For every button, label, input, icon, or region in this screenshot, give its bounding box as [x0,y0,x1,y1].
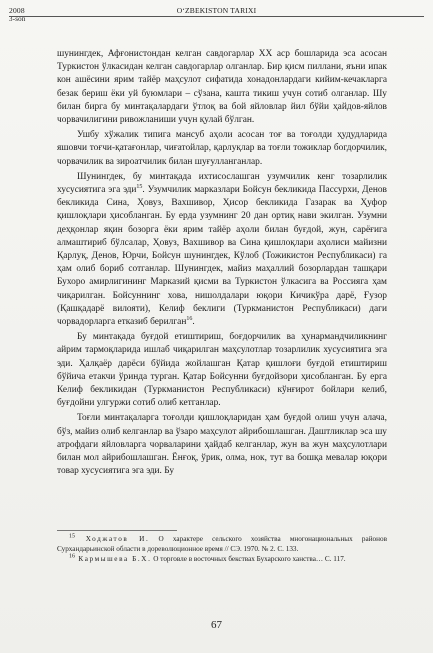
running-header [9,2,424,23]
header-rule [9,16,424,17]
paragraph-text: . [192,317,195,328]
paragraph-text: Шунингдек, бу минтақада ихтисослашган узумчилик кенг тозарлилик хусусиятига эга эди [57,171,387,196]
paragraph [57,171,387,329]
body-text [57,48,387,479]
paragraph-text: шунингдек, Афғонистондан келган савдогарлар ХХ аср бошларида эса асосан Туркистон ўлкасидан келган савдогарлар олганлар. Бир қисм пиллани, яъни ипак кон ашёсини ярим тайёр маҳсулот сифатида хонадонлардаги кийим-кечакларга безак бериш ёки уй буюмлари – сўзана, кашта тикиш учун сотиб олганлар. Шу билан бирга бу минтақалардаги ўтлоқ ва бой яйловлар йил бўйи ҳайдов-яйлов чорвачилигини ривожланиши учун қулай бўлган. [57,49,387,126]
header-issue: 3-son [9,15,26,23]
paragraph [57,412,387,478]
footnote-number: 15 [69,533,75,540]
page-number: 67 [211,619,222,631]
paragraph [57,129,387,169]
paragraph [57,48,387,127]
header-journal-title: O‘ZBEKISTON TARIXI [176,6,257,15]
paragraph-text: . Узумчилик марказлари Бойсун бекликида Пассурхи, Денов бекликида Сина, Ҳовуз, Вахшивор, Ҳисор бекликида Газарак ва Ҳуфор қишлоқлари ҳисобланган. Бу ерда узумнинг 20 дан ортиқ нави экилган. Узумни деҳқонлар яқин бозорга ёки ярим тайёр аҳоли билан буғдой, жун, сарёғига алмаштириб бўлсалар, Ҳовуз, Вахшивор ва Сина қишлоқлари аҳолиси майизни Қарлуқ, Денов, Юрчи, Бойсун шунингдек, Кўлоб (Тожикистон Республикаси) га ҳам олиб бориб сотганлар. Шунингдек, майиз маҳаллий бозорлардан ташқари Бухоро амирлигининг Марказий қисми ва Туркистон ўлкасига ва Россияга ҳам чиқарилган. Бойсуннинг хова, нишолдалари юқори Кичикўра дарё, Ғузор (Қашқадарё вилояти), Келиф беклиги (Туркманистон Республикаси) даги чорвадорларга етказиб берилган [57,185,387,328]
footnote-author: Ходжатов И. [75,535,150,543]
paragraph-text: Ушбу хўжалик типига мансуб аҳоли асосан тоғ ва тоғолди ҳудудларида яшовчи тоғчи-қатағонлар, чиғатойлар, қарлуқлар ва тоғли тожиклар богдорчилик, чорвачилик ва зироатчилик билан шуғулланганлар. [57,130,387,167]
footnote-ref: 15 [136,183,143,190]
footnote [57,534,387,554]
footnote [57,554,387,564]
footnote-author: Кармышева Б.Х. [75,555,152,563]
paragraph-text: Бу минтақада буғдой етиштириш, боғдорчилик ва ҳунармандчиликнинг айрим тармоқларида ишлаб чиқарилган маҳсулотлар тозарлилик хусусиятига эга эди. Ҳалқаёр дарёси бўйида жойлашган Қатар қишлоғи буғдой етиштириш бўйича етакчи ўринда турган. Қатар Бойсунни буғдойзори ҳисобланган. Бу ерга Келиф бекликидан (Туркманистон Республикаси) кўнғирот бойлари келиб, буғдойни улгуржи сотиб олиб кетганлар. [57,332,387,409]
footnotes [57,534,387,564]
paragraph [57,331,387,410]
header-year: 2008 [9,6,25,15]
footnote-rule [57,530,177,531]
footnote-text: О торговле в восточных бекствах Бухарского ханства… С. 117. [151,555,346,563]
footnote-text: О характере сельского хозяйства многонациональных районов Сурхандарьинской области в дореволюционное время // СЭ. 1970. № 2. С. 133. [57,535,387,553]
paragraph-text: Тоғли минтақаларга тоғолди қишлоқларидан ҳам буғдой олиш учун алача, бўз, майиз олиб келганлар ва ўзаро маҳсулот айрибошлашган. Даштликлар эса шу атрофдаги яйловларга чорваларини ҳайдаб келганлар, жун ва жун маҳсулотлари билан мол айрибошлашган. Ёнғоқ, ўрик, олма, нок, тут ва бошқа мевалар юқори товар хусусиятига эга эди. Бу [57,413,387,477]
footnote-number: 16 [69,553,75,560]
footnote-ref: 16 [186,315,193,322]
